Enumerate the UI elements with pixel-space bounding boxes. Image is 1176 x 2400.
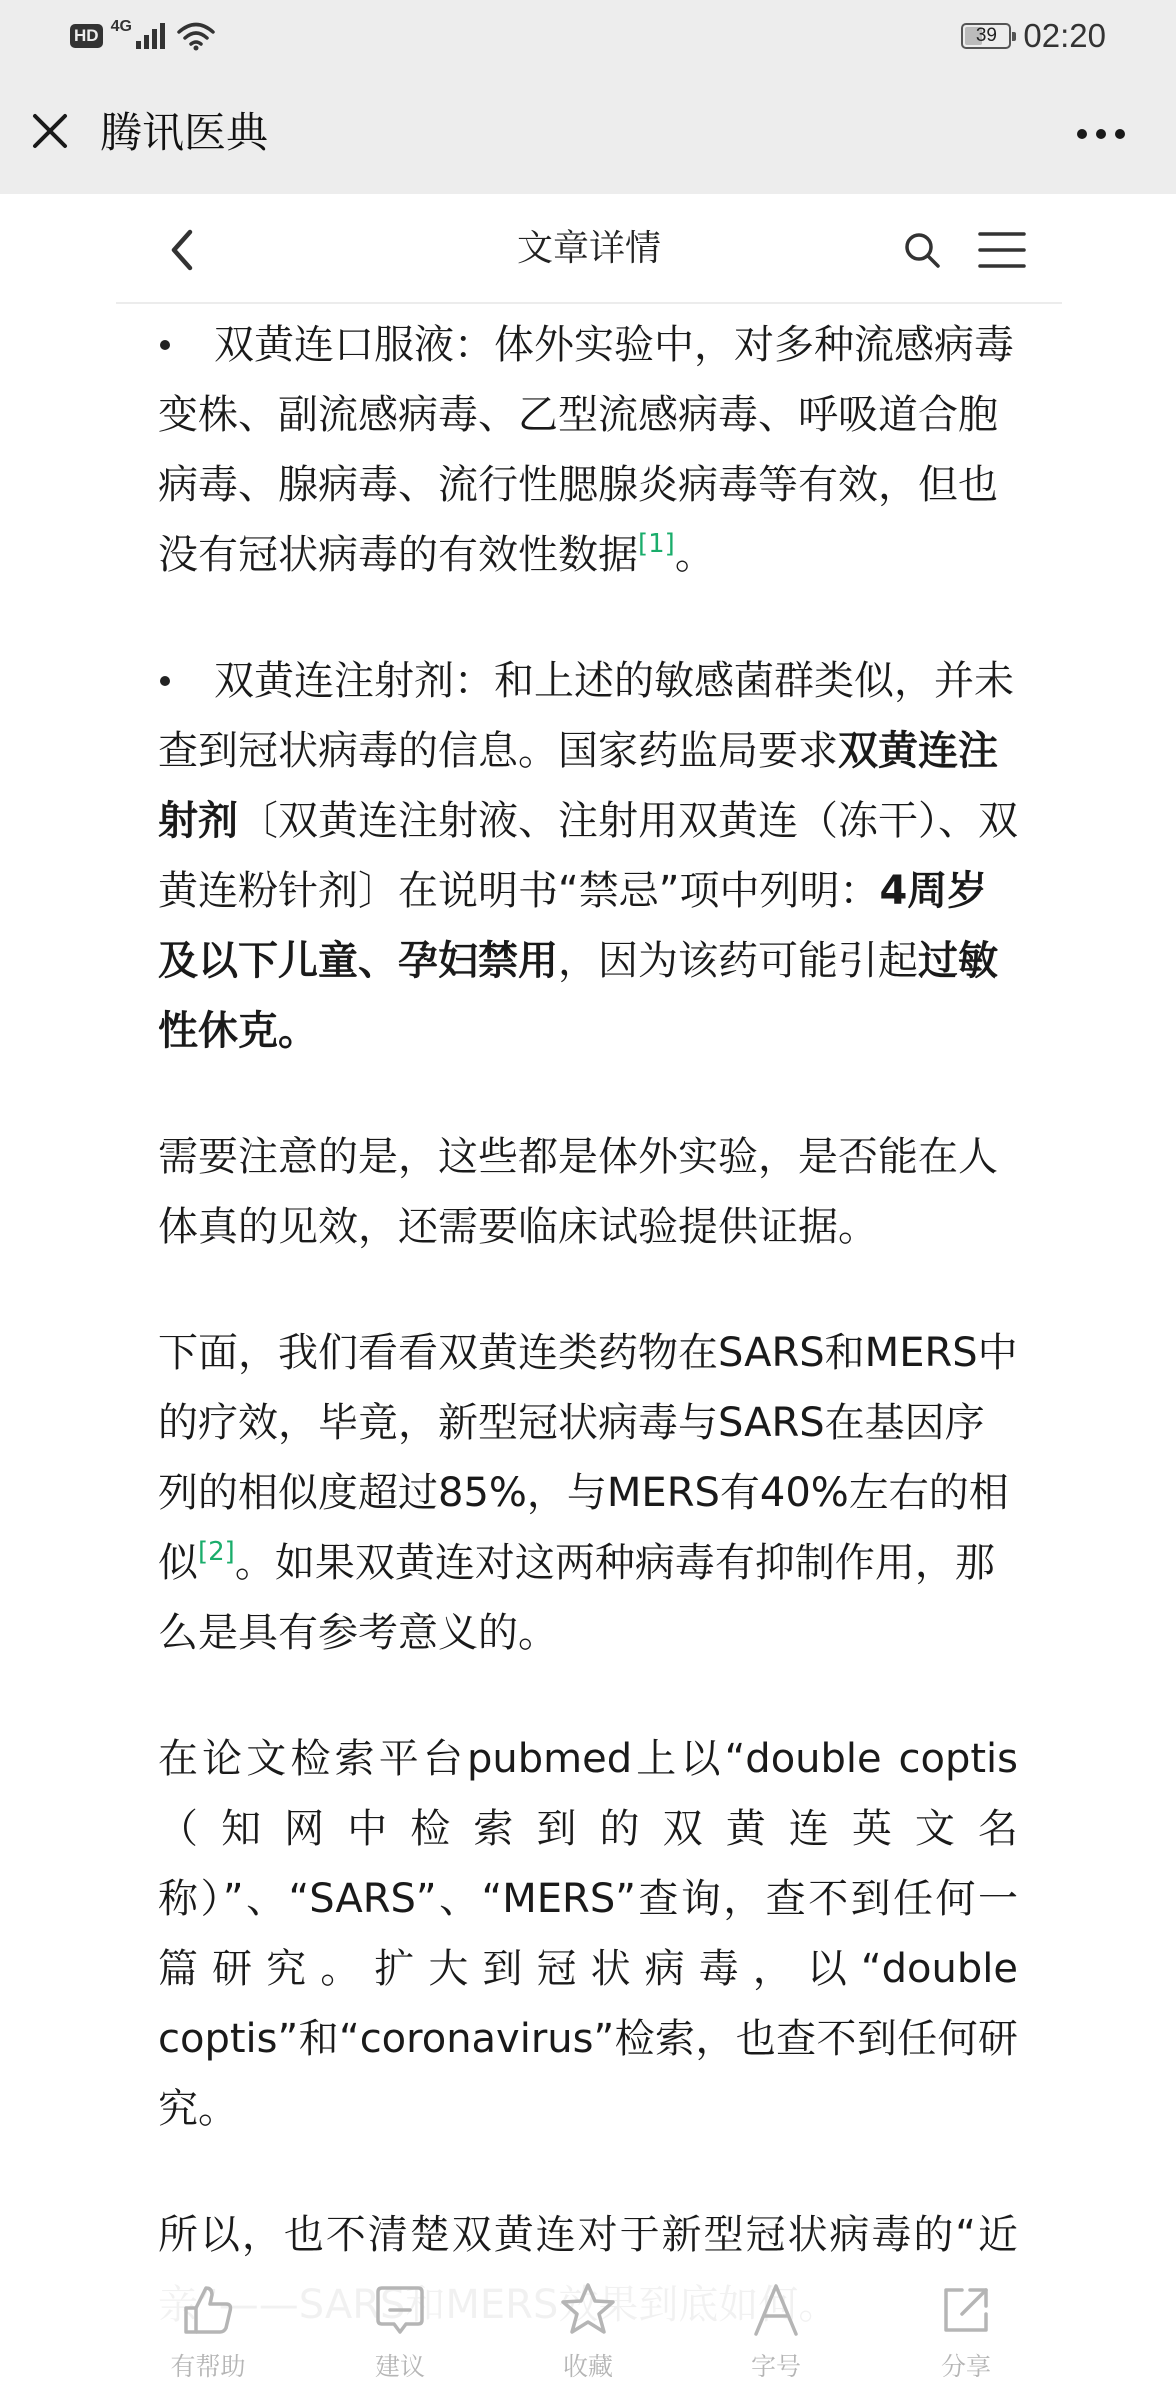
bold-text: 双黄连注射剂 [158, 728, 998, 844]
search-icon [902, 230, 942, 270]
paragraph-text: ，因为该药可能引起 [558, 938, 918, 984]
status-bar [0, 0, 1176, 72]
article-paragraph-4 [158, 1318, 1018, 1668]
hamburger-menu-icon [978, 230, 1026, 270]
close-icon [30, 111, 70, 151]
helpful-button[interactable] [148, 2280, 268, 2396]
signal-icon [134, 21, 168, 51]
status-icons-left [70, 18, 216, 54]
font-size-icon [748, 2282, 804, 2338]
font-size-label: 字号 [750, 2352, 801, 2381]
paragraph-text: 双黄连口服液：体外实验中，对多种流感病毒变株、副流感病毒、乙型流感病毒、呼吸道合胞病毒、腺病毒、流行性腮腺炎病毒等有效，但也没有冠状病毒的有效性数据 [158, 322, 1014, 578]
feedback-icon [372, 2282, 428, 2338]
favorite-button[interactable] [528, 2280, 648, 2396]
article-paragraph-5: 在论文检索平台pubmed上以“double coptis（知网中检索到的双黄连英文名称）”、“SARS”、“MERS”查询，查不到任何一篇研究。扩大到冠状病毒，以“double coptis”和“coronavirus”检索，也查不到任何研究。 [158, 1736, 1018, 2132]
paragraph-text: 下面，我们看看双黄连类药物在SARS和MERS中的疗效，毕竟，新型冠状病毒与SARS在基因序列的相似度超过85%，与MERS有40%左右的相似 [158, 1330, 1018, 1586]
search-button[interactable] [896, 224, 948, 276]
helpful-label: 有帮助 [170, 2352, 246, 2381]
suggest-label: 建议 [374, 2352, 425, 2381]
more-button[interactable] [1066, 108, 1136, 160]
article-paragraph-6: 所以，也不清楚双黄连对于新型冠状病毒的“近 [158, 2212, 1018, 2258]
paragraph-end: 。 [674, 532, 715, 578]
article-paragraph-1 [158, 310, 1018, 590]
bullet-dot [160, 676, 170, 686]
menu-button[interactable] [972, 220, 1032, 280]
star-icon [559, 2281, 617, 2339]
article-body [158, 304, 1018, 2280]
favorite-label: 收藏 [562, 2352, 613, 2381]
status-icons-right [961, 14, 1106, 58]
bold-text: 过敏性休克。 [158, 938, 998, 1054]
close-button[interactable] [24, 105, 76, 157]
wifi-icon [176, 21, 216, 51]
thumbs-up-icon [180, 2282, 236, 2338]
page-title: 文章详情 [516, 228, 661, 269]
share-button[interactable] [906, 2280, 1026, 2396]
bottom-action-bar [0, 2262, 1176, 2400]
paragraph-text: 。如果双黄连对这两种病毒有抑制作用，那么是具有参考意义的。 [158, 1540, 995, 1656]
citation-link-2[interactable]: [2] [198, 1537, 235, 1567]
paragraph-text: 双黄连注射剂：和上述的敏感菌群类似，并未查到冠状病毒的信息。国家药监局要求 [158, 658, 1014, 774]
suggest-button[interactable] [340, 2280, 460, 2396]
more-dots-icon [1076, 128, 1126, 140]
clock: 02:20 [1023, 17, 1106, 54]
network-type: 4G [110, 18, 132, 35]
bullet-dot [160, 340, 170, 350]
battery-icon [961, 23, 1011, 49]
app-title: 腾讯医典 [100, 108, 269, 157]
font-size-button[interactable] [716, 2280, 836, 2396]
hd-badge: HD [70, 24, 103, 48]
bold-text: 4周岁及以下儿童、孕妇禁用 [158, 868, 988, 984]
battery-percent: 39 [975, 25, 997, 46]
share-icon [938, 2282, 994, 2338]
page-header [116, 194, 1062, 304]
citation-link-1[interactable]: [1] [638, 529, 675, 559]
paragraph-text: 〔双黄连注射液、注射用双黄连（冻干）、双黄连粉针剂〕在说明书“禁忌”项中列明： [158, 798, 1018, 914]
app-bar [0, 72, 1176, 194]
article-paragraph-3: 需要注意的是，这些都是体外实验，是否能在人体真的见效，还需要临床试验提供证据。 [158, 1134, 998, 1250]
article-paragraph-2 [158, 646, 1018, 1066]
share-label: 分享 [940, 2352, 991, 2381]
